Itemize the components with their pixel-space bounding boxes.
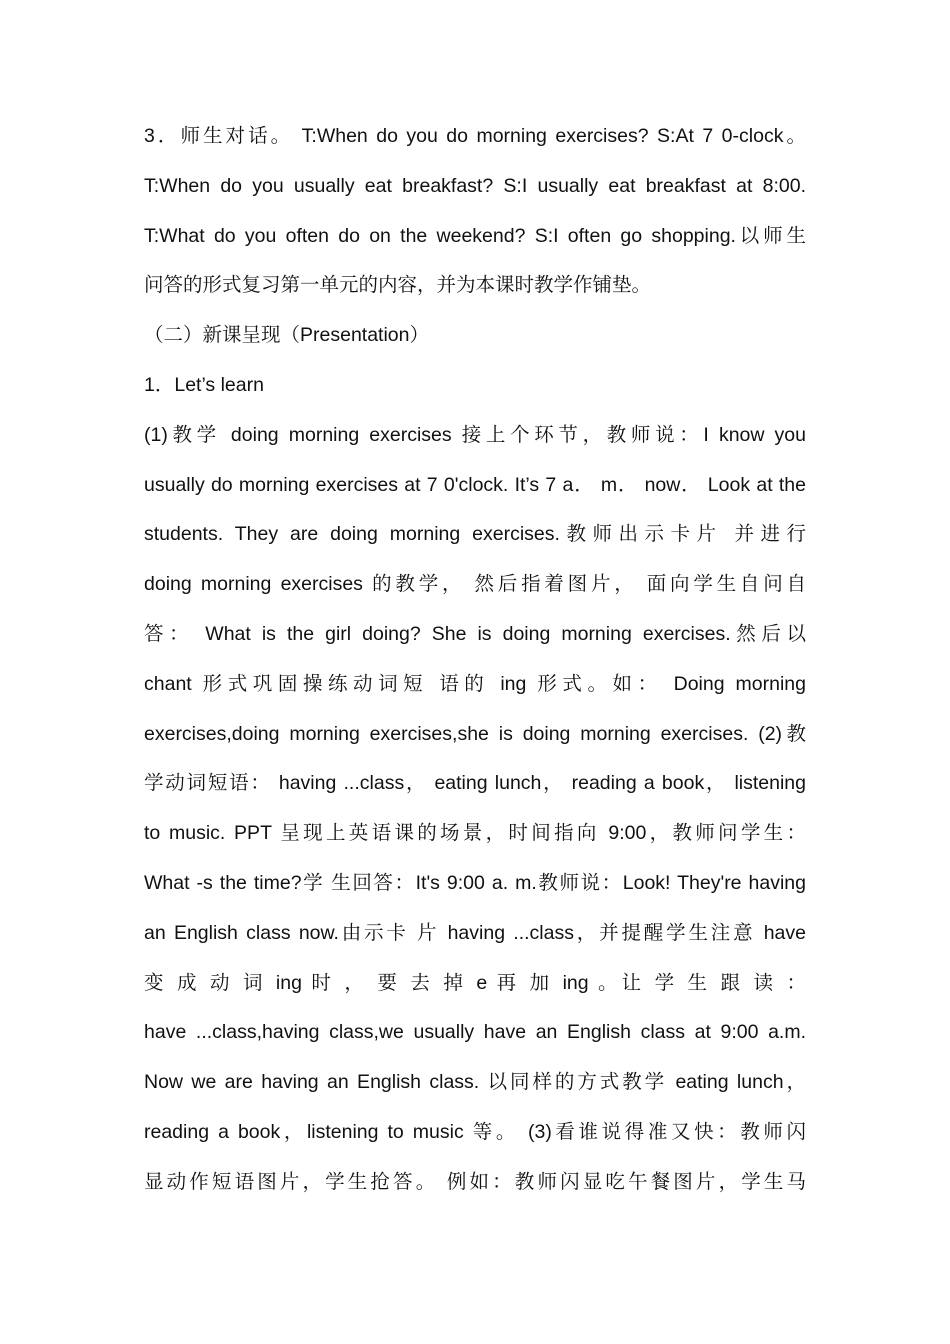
text-line: 显动作短语图片，学生抢答。 例如：教师闪显吃午餐图片，学生马 bbox=[144, 1170, 806, 1193]
text-line: an English class now.由示卡 片 having ...class，并提醒学生注意 have bbox=[144, 921, 806, 944]
document-body bbox=[144, 112, 806, 1208]
text-line: Now we are having an English class. 以同样的方式教学 eating lunch， bbox=[144, 1071, 806, 1094]
text-line: (1)教学 doing morning exercises 接上个环节，教师说：I know you bbox=[144, 423, 806, 446]
section-heading: （二）新课呈现（Presentation） bbox=[144, 324, 429, 347]
text-line: exercises,doing morning exercises,she is doing morning exercises. (2)教 bbox=[144, 722, 806, 745]
text-line: reading a book，listening to music 等。 (3)看谁说得准又快：教师闪 bbox=[144, 1120, 806, 1143]
subsection-heading: 1．Let’s learn bbox=[144, 373, 264, 396]
text-line: T:When do you usually eat breakfast? S:I usually eat breakfast at 8:00. bbox=[144, 174, 806, 197]
text-line: What -s the time?学 生回答：It's 9:00 a. m.教师说：Look! They're having bbox=[144, 871, 806, 894]
text-line: 问答的形式复习第一单元的内容，并为本课时教学作铺垫。 bbox=[144, 274, 652, 297]
text-line: have ...class,having class,we usually have an English class at 9:00 a.m. bbox=[144, 1021, 806, 1044]
text-line: students. They are doing morning exercises.教师出示卡片 并进行 bbox=[144, 523, 806, 546]
text-line: chant 形式巩固操练动词短 语的 ing 形式。如： Doing morning bbox=[144, 672, 806, 695]
text-line: 答： What is the girl doing? She is doing morning exercises.然后以 bbox=[144, 622, 806, 645]
text-line: T:What do you often do on the weekend? S:I often go shopping.以师生 bbox=[144, 224, 806, 247]
text-line: to music. PPT 呈现上英语课的场景，时间指向 9:00，教师问学生： bbox=[144, 822, 806, 845]
text-line: 变 成 动 词 ing 时 ， 要 去 掉 e 再 加 ing 。让 学 生 跟 读 ： bbox=[144, 971, 806, 994]
text-line: 3．师生对话。 T:When do you do morning exercises? S:At 7 0-clock。 bbox=[144, 125, 806, 147]
text-line: doing morning exercises 的教学， 然后指着图片， 面向学生自问自 bbox=[144, 573, 806, 596]
text-line: 学动词短语： having ...class， eating lunch， reading a book， listening bbox=[144, 772, 806, 795]
text-line: usually do morning exercises at 7 0'clock. It’s 7 a． m． now． Look at the bbox=[144, 473, 806, 496]
